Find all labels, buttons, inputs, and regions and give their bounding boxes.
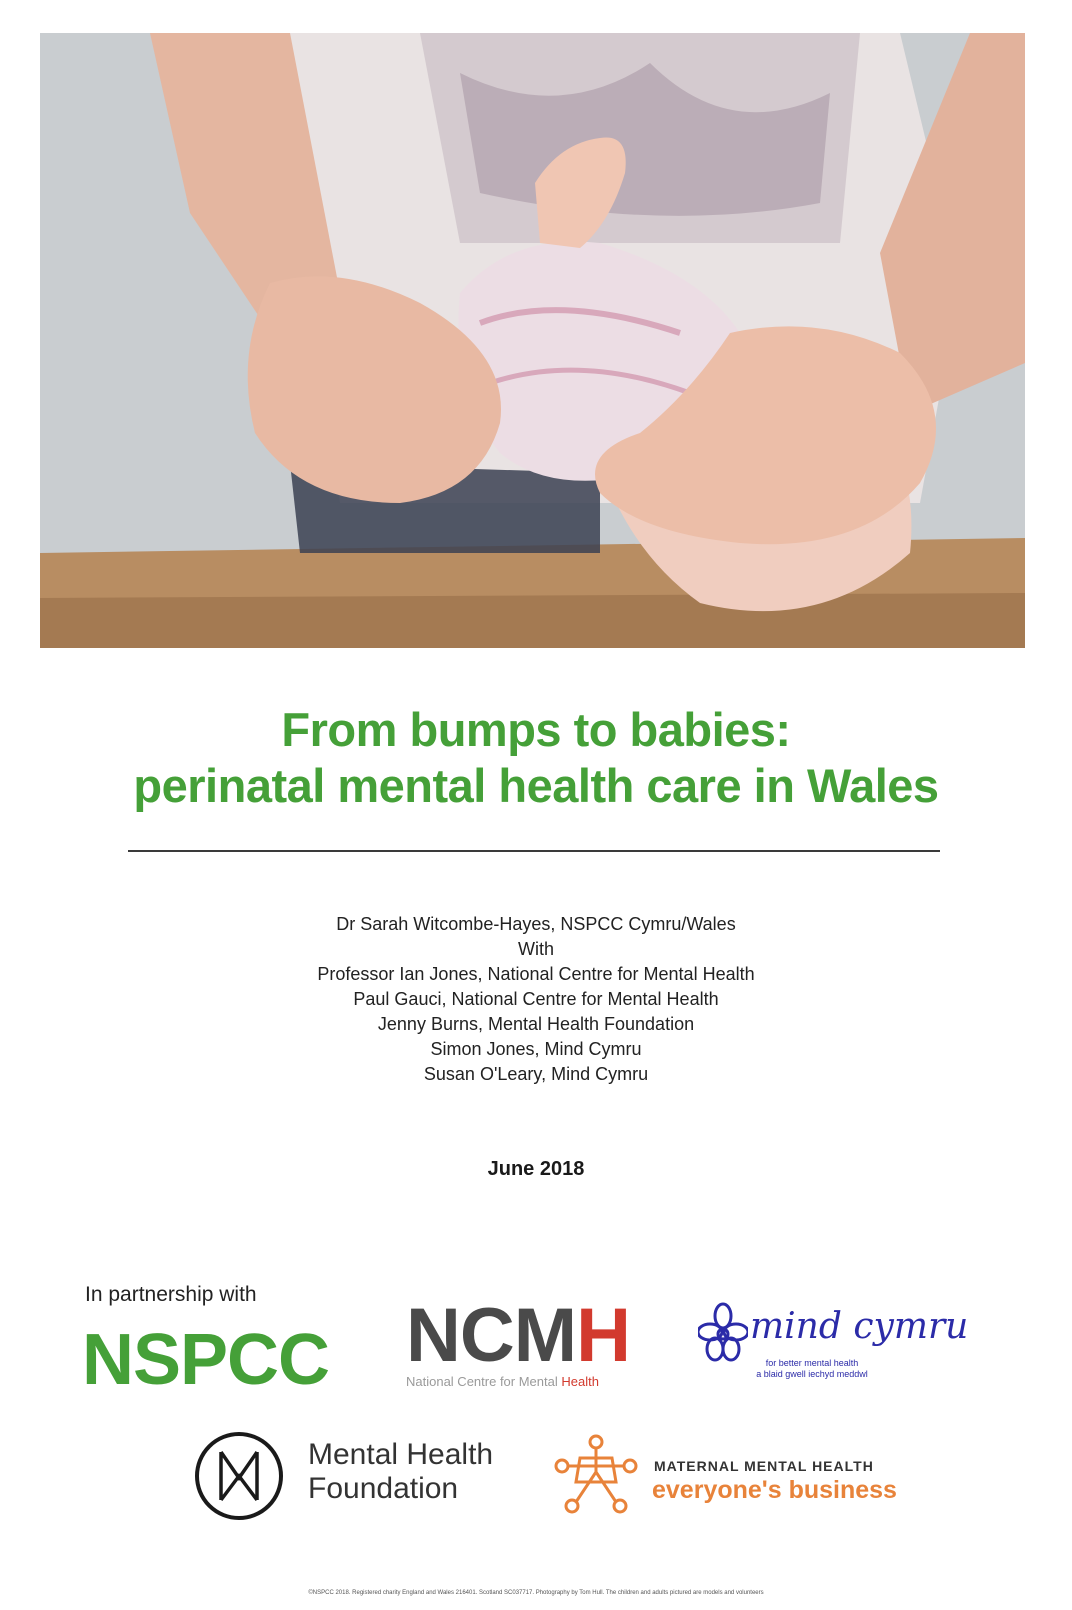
mhf-emblem-icon: [193, 1430, 285, 1522]
ncmh-subtitle: [406, 1374, 674, 1389]
author-line: Paul Gauci, National Centre for Mental Health: [353, 989, 719, 1009]
author-line: Jenny Burns, Mental Health Foundation: [377, 1014, 695, 1034]
author-list: [0, 912, 1072, 1087]
author-line: With: [518, 939, 554, 959]
publication-date: June 2018: [487, 1158, 585, 1180]
author-line: Susan O'Leary, Mind Cymru: [423, 1064, 649, 1084]
mhf-name-line-1: Mental Health: [308, 1438, 494, 1471]
mind-tagline: [742, 1358, 882, 1380]
ncmh-sub-accent: Health: [561, 1374, 599, 1389]
ncmh-logo: [406, 1293, 674, 1389]
mind-tagline-1: for better mental health: [765, 1358, 859, 1368]
mmh-top-text: MATERNAL MENTAL HEALTH: [654, 1458, 874, 1474]
document-title: [0, 702, 1072, 814]
ncmh-letters-accent: H: [576, 1293, 630, 1378]
title-divider: [128, 850, 940, 852]
mental-health-foundation-logo: [193, 1430, 533, 1530]
mind-tagline-2: a blaid gwell iechyd meddwl: [756, 1369, 868, 1379]
mhf-name-line-2: Foundation: [308, 1472, 459, 1505]
author-line: Professor Ian Jones, National Centre for Mental Health: [317, 964, 755, 984]
title-line-1: From bumps to babies:: [281, 703, 791, 756]
ncmh-letters: [406, 1293, 674, 1378]
title-line-2: perinatal mental health care in Wales: [133, 759, 939, 812]
mmh-figures-icon: [550, 1432, 642, 1522]
photo-baby-hands-icon: [40, 33, 1025, 648]
partnership-heading: In partnership with: [85, 1283, 257, 1306]
footer-legal: ©NSPCC 2018. Registered charity England and Wales 216401. Scotland SC037717. Photography by Tom Hull. The children and adults pictured are models and volunteers: [308, 1590, 764, 1596]
cover-photo: [40, 33, 1025, 648]
author-line: Dr Sarah Witcombe-Hayes, NSPCC Cymru/Wales: [336, 914, 736, 934]
maternal-mental-health-logo: [550, 1432, 910, 1522]
mhf-name: [308, 1438, 493, 1506]
author-line: Simon Jones, Mind Cymru: [430, 1039, 642, 1059]
ncmh-letters-main: NCM: [406, 1293, 577, 1378]
mind-cymru-logo: [698, 1300, 998, 1395]
nspcc-logo: NSPCC: [82, 1320, 330, 1400]
mmh-bottom-text: everyone's business: [652, 1476, 897, 1504]
mind-wordmark: mind cymru: [750, 1306, 969, 1347]
ncmh-sub-main: National Centre for Mental: [406, 1374, 562, 1389]
mind-flower-icon: [698, 1302, 748, 1372]
